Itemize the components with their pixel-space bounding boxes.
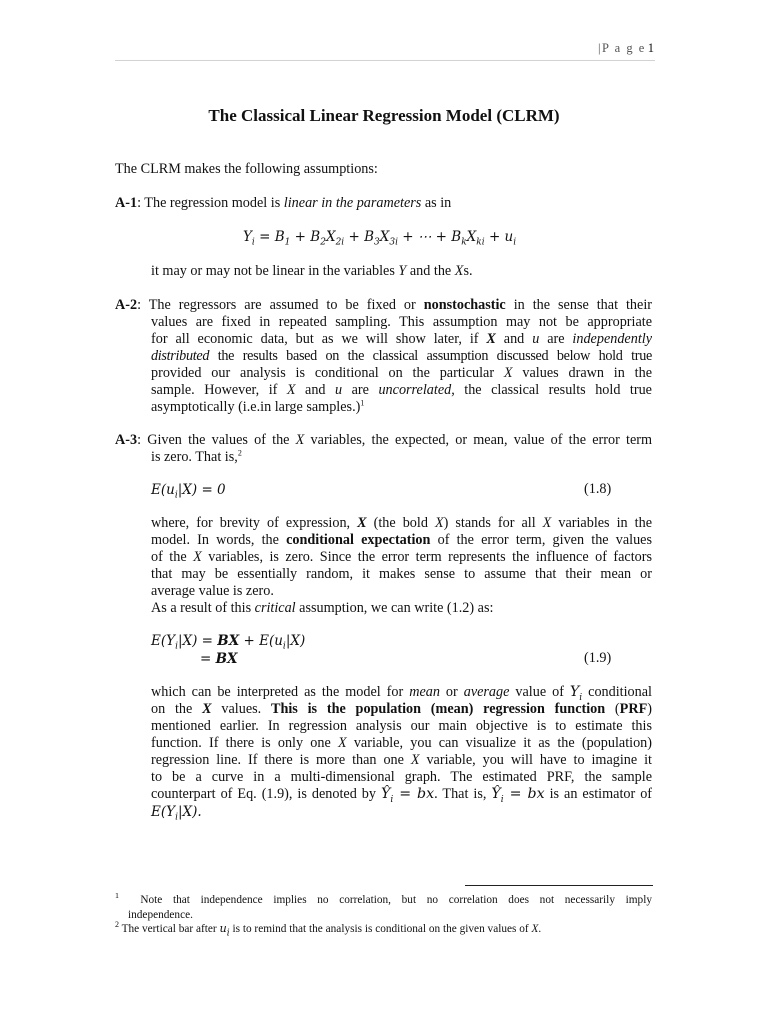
a2-line-6: sample. However, if X and u are uncorrelated, the classical results hold true — [151, 382, 652, 398]
a2-line-5: provided our analysis is conditional on the particular X values drawn in the — [151, 365, 652, 381]
page-number: 1 — [647, 41, 654, 55]
a3-para-line-1: where, for brevity of expression, X (the bold X) stands for all X variables in the — [151, 515, 652, 531]
a2-line-1: A-2: The regressors are assumed to be fixed or nonstochastic in the sense that their — [115, 297, 652, 313]
equation-1-9-line-2: = BX — [200, 651, 238, 667]
a1-label: A-1 — [115, 195, 138, 211]
equation-1-8: $E(u_i|X) = 0$ — [151, 482, 226, 501]
footnote-rule — [465, 885, 653, 886]
a3-para2-line-5: regression line. If there is more than one X variable, you will have to imagine it — [151, 752, 652, 768]
page-header: |P a g e 1 — [598, 41, 654, 55]
a3-para-line-3: of the X variables, is zero. Since the error term represents the influence of factors — [151, 549, 652, 565]
header-rule — [115, 60, 655, 61]
a3-line-2: is zero. That is,$^2$ — [151, 448, 242, 465]
footnote-1-cont: independence. — [128, 909, 193, 921]
document-title: The Classical Linear Regression Model (CLRM) — [208, 106, 560, 125]
page-label: P a g e — [602, 41, 646, 55]
a3-para2-line-1: which can be interpreted as the model for mean or average value of $Y_i$ conditional — [151, 684, 652, 701]
a3-para2-line-4: function. If there is only one X variable, you can visualize it as the (population) — [151, 735, 652, 751]
a3-para-line-6: As a result of this critical assumption, we can write (1.2) as: — [151, 600, 494, 616]
a1-after-equation: it may or may not be linear in the variables Y and the Xs. — [151, 263, 473, 279]
equation-number-1-9: (1.9) — [584, 650, 612, 666]
equation-1-9-line-1: $E(Y_i|X)$ = BX + $E(u_i|X)$ — [151, 633, 306, 652]
a3-para2-line-2: on the X values. This is the population (mean) regression function (PRF) — [151, 701, 652, 717]
footnote-ref-1: 1 — [360, 398, 365, 408]
a2-line-2: values are fixed in repeated sampling. This assumption may not be appropriate — [151, 314, 652, 330]
a3-para2-line-8: $E(Y_i|X)$. — [151, 804, 202, 823]
a3-para2-line-3: mentioned earlier. In regression analysis our main objective is to estimate this — [151, 718, 652, 734]
equation-number-1-8: (1.8) — [584, 481, 612, 497]
a3-para-line-4: that may be essentially random, it makes sense to assume that their mean or — [151, 566, 652, 582]
a2-line-7: asymptotically (i.e.in large samples.)$^1$ — [151, 398, 365, 415]
a2-line-4: distributed the results based on the classical assumption discussed below hold true — [151, 348, 652, 364]
intro-text: The CLRM makes the following assumptions: — [115, 161, 378, 177]
assumption-a1: A-1: The regression model is linear in the parameters as in — [115, 195, 452, 211]
footnote-2: $^2$ The vertical bar after $u_i$ is to remind that the analysis is conditional on the given values of X. — [115, 920, 542, 939]
equation-regression-model: $Y_i = B_1 + B_2X_{2i} + B_3X_{3i}$ + ⋯ + $B_kX_{ki} + u_i$ — [243, 229, 517, 248]
footnote-ref-2: 2 — [237, 448, 242, 458]
footnote-1: $^1$ Note that independence implies no correlation, but no correlation does not necessarily imply — [115, 893, 652, 906]
a3-para-line-2: model. In words, the conditional expectation of the error term, given the values — [151, 532, 652, 548]
a3-para2-line-6: to be a curve in a multi-dimensional graph. The estimated PRF, the sample — [151, 769, 652, 785]
a3-line-1: A-3: Given the values of the X variables, the expected, or mean, value of the error term — [115, 432, 652, 448]
a2-line-3: for all economic data, but as we will show later, if X and u are independently — [151, 331, 652, 347]
a3-para-line-5: average value is zero. — [151, 583, 274, 599]
a3-para2-line-7: counterpart of Eq. (1.9), is denoted by $Ŷ_i$ = bx. That is, $Ŷ_i$ = bx is an estimator of — [151, 786, 652, 803]
